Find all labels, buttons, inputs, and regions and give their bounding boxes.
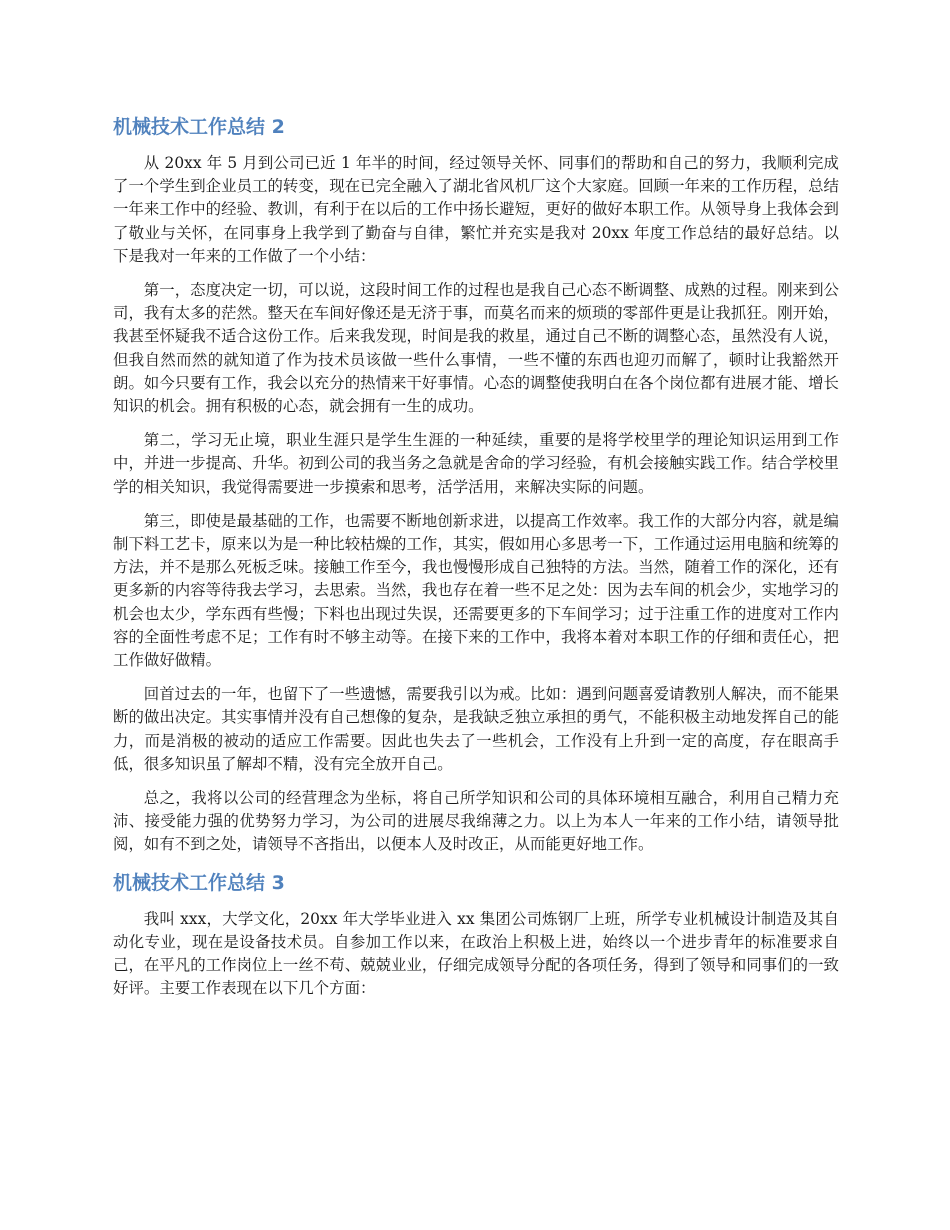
document-page xyxy=(113,112,839,1012)
paragraph: 第三，即使是最基础的工作，也需要不断地创新求进，以提高工作效率。我工作的大部分内容，就是编制下料工艺卡，原来以为是一种比较枯燥的工作，其实，假如用心多思考一下，工作通过运用电脑和统筹的方法，并不是那么死板乏味。接触工作至今，我也慢慢形成自己独特的方法。当然，随着工作的深化，还有更多新的内容等待我去学习，去思索。当然，我也存在着一些不足之处：因为去车间的机会少，实地学习的机会也太少，学东西有些慢；下料也出现过失误，还需要更多的下车间学习；过于注重工作的进度对工作内容的全面性考虑不足；工作有时不够主动等。在接下来的工作中，我将本着对本职工作的仔细和责任心，把工作做好做精。 xyxy=(113,511,839,670)
paragraph: 第二，学习无止境，职业生涯只是学生生涯的一种延续，重要的是将学校里学的理论知识运用到工作中，并进一步提高、升华。初到公司的我当务之急就是舍命的学习经验，有机会接触实践工作。结合学校里学的相关知识，我觉得需要进一步摸索和思考，活学活用，来解决实际的问题。 xyxy=(113,431,839,496)
paragraph: 我叫 xxx，大学文化，20xx 年大学毕业进入 xx 集团公司炼钢厂上班，所学专业机械设计制造及其自动化专业，现在是设备技术员。自参加工作以来，在政治上积极上进，始终以一个进步青年的标准要求自己，在平凡的工作岗位上一丝不苟、兢兢业业，仔细完成领导分配的各项任务，得到了领导和同事们的一致好评。主要工作表现在以下几个方面： xyxy=(113,909,839,998)
paragraph: 从 20xx 年 5 月到公司已近 1 年半的时间，经过领导关怀、同事们的帮助和自己的努力，我顺利完成了一个学生到企业员工的转变，现在已完全融入了湖北省风机厂这个大家庭。回顾一年来的工作历程，总结一年来工作中的经验、教训，有利于在以后的工作中扬长避短，更好的做好本职工作。从领导身上我体会到了敬业与关怀，在同事身上我学到了勤奋与自律，繁忙并充实是我对 20xx 年度工作总结的最好总结。以下是我对一年来的工作做了一个小结： xyxy=(113,154,839,265)
section-title: 机械技术工作总结 2 xyxy=(113,116,285,138)
section-title: 机械技术工作总结 3 xyxy=(113,871,285,894)
paragraph: 回首过去的一年，也留下了一些遗憾，需要我引以为戒。比如：遇到问题喜爱请教别人解决，而不能果断的做出决定。其实事情并没有自己想像的复杂，是我缺乏独立承担的勇气，不能积极主动地发挥自己的能力，而是消极的被动的适应工作需要。因此也失去了一些机会，工作没有上升到一定的高度，存在眼高手低，很多知识虽了解却不精，没有完全放开自己。 xyxy=(113,685,839,773)
paragraph: 总之，我将以公司的经营理念为坐标，将自己所学知识和公司的具体环境相互融合，利用自己精力充沛、接受能力强的优势努力学习，为公司的进展尽我绵薄之力。以上为本人一年来的工作小结，请领导批阅，如有不到之处，请领导不吝指出，以便本人及时改正，从而能更好地工作。 xyxy=(113,789,839,854)
paragraph: 第一，态度决定一切，可以说，这段时间工作的过程也是我自己心态不断调整、成熟的过程。刚来到公司，我有太多的茫然。整天在车间好像还是无济于事，而莫名而来的烦琐的零部件更是让我抓狂。刚开始，我甚至怀疑我不适合这份工作。后来我发现，时间是我的救星，通过自己不断的调整心态，虽然没有人说，但我自然而然的就知道了作为技术员该做一些什么事情，一些不懂的东西也迎刃而解了，顿时让我豁然开朗。如今只要有工作，我会以充分的热情来干好事情。心态的调整使我明白在各个岗位都有进展才能、增长知识的机会。拥有积极的心态，就会拥有一生的成功。 xyxy=(113,281,839,416)
